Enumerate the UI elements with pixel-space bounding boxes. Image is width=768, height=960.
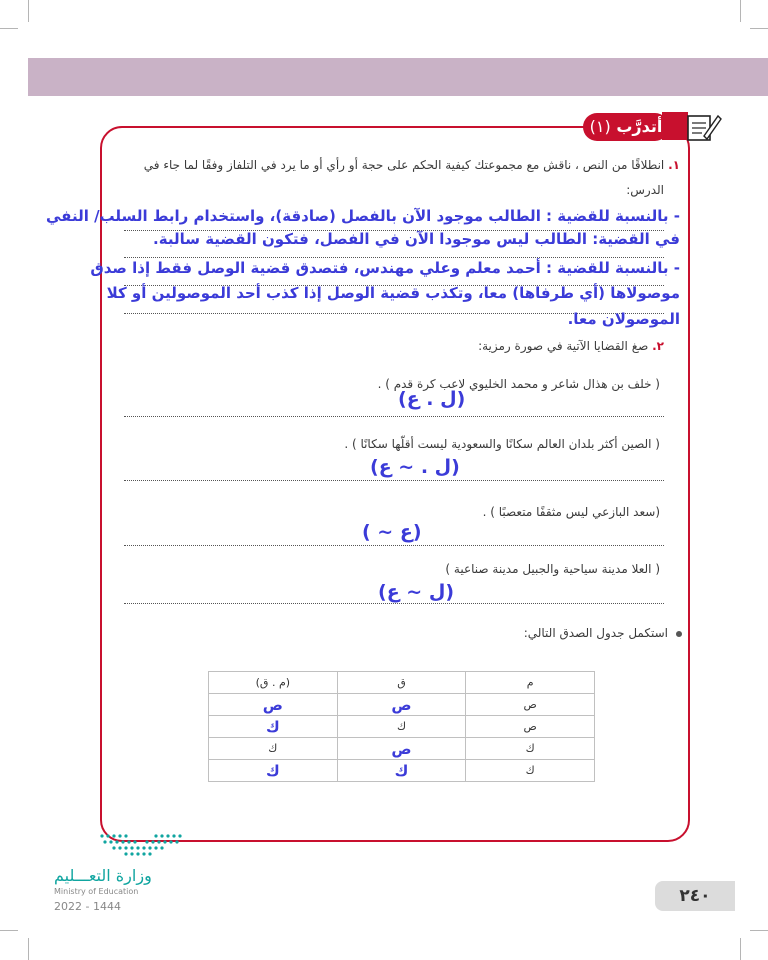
table-header-m: م bbox=[466, 672, 595, 694]
q1-prompt-line1 bbox=[144, 158, 680, 172]
q2-statement-1: ( خلف بن هذال شاعر و محمد الخليوي لاعب كرة قدم ) . bbox=[377, 377, 660, 391]
answer-line bbox=[124, 480, 664, 481]
crop-mark bbox=[28, 0, 29, 22]
crop-mark bbox=[740, 0, 741, 22]
table-header-q: ق bbox=[337, 672, 466, 694]
table-cell: ك bbox=[209, 738, 338, 760]
crop-mark bbox=[750, 930, 768, 931]
table-cell-answer: ص bbox=[209, 694, 338, 716]
table-cell: ك bbox=[466, 760, 595, 782]
exercise-tab bbox=[583, 113, 669, 141]
q1-number: ١. bbox=[668, 158, 680, 172]
q2-statement-4: ( العلا مدينة سياحية والجبيل مدينة صناعية ) bbox=[445, 562, 660, 576]
table-cell: ص bbox=[466, 694, 595, 716]
q2-statement-2: ( الصين أكثر بلدان العالم سكانًا والسعودية ليست أقلّها سكانًا ) . bbox=[344, 437, 660, 451]
q2-answer-3: ( ~ ع) bbox=[362, 521, 422, 543]
ministry-name-en: Ministry of Education bbox=[54, 887, 139, 896]
truth-table bbox=[208, 671, 595, 782]
q1-answer-line-5: الموصولان معا. bbox=[567, 310, 680, 328]
q3-prompt: استكمل جدول الصدق التالي: bbox=[523, 626, 668, 640]
crop-mark bbox=[0, 930, 18, 931]
table-cell-answer: ك bbox=[209, 760, 338, 782]
table-row bbox=[209, 694, 595, 716]
edition-year: 2022 - 1444 bbox=[54, 900, 121, 913]
exercise-tab-title: أتدرَّب bbox=[616, 117, 663, 136]
q1-prompt-text: انطلاقًا من النص ، ناقش مع مجموعتك كيفية الحكم على حجة أو رأي أو ما يرد في التلفاز وفقًا لما جاء في bbox=[143, 158, 665, 172]
q1-prompt-line2: الدرس: bbox=[626, 183, 664, 197]
table-header-mq: (م . ق) bbox=[209, 672, 338, 694]
crop-mark bbox=[28, 938, 29, 960]
q1-answer-line-3: - بالنسبة للقضية : أحمد معلم وعلي مهندس، فتصدق قضية الوصل فقط إذا صدق bbox=[90, 259, 680, 277]
q1-answer-line-4: موصولاها (أي طرفاها) معا، وتكذب قضية الوصل إذا كذب أحد الموصولين أو كلا bbox=[106, 284, 680, 302]
exercise-tab-number: (١) bbox=[589, 117, 611, 136]
table-row bbox=[209, 738, 595, 760]
table-cell-answer: ك bbox=[209, 716, 338, 738]
table-cell: ص bbox=[466, 716, 595, 738]
table-cell-answer: ص bbox=[337, 738, 466, 760]
header-band bbox=[28, 58, 768, 96]
ministry-logo-icon bbox=[96, 830, 186, 860]
crop-mark bbox=[740, 938, 741, 960]
answer-line bbox=[124, 603, 664, 604]
crop-mark bbox=[0, 28, 18, 29]
q2-answer-4: (ل ~ ع) bbox=[378, 581, 454, 603]
q2-answer-1: (ل . ع) bbox=[398, 388, 466, 410]
table-cell: ك bbox=[337, 716, 466, 738]
crop-mark bbox=[750, 28, 768, 29]
table-header-row bbox=[209, 672, 595, 694]
table-cell: ك bbox=[466, 738, 595, 760]
pencil-notebook-icon bbox=[682, 110, 722, 144]
q1-answer-line-2: في القضية: الطالب ليس موجودا الآن في الفصل، فتكون القضية سالبة. bbox=[153, 230, 680, 248]
q2-number: ٢. bbox=[652, 339, 664, 353]
q2-answer-2: (ل . ~ ع) bbox=[370, 456, 460, 478]
answer-line bbox=[124, 545, 664, 546]
table-row bbox=[209, 760, 595, 782]
table-cell-answer: ك bbox=[337, 760, 466, 782]
bullet-icon bbox=[676, 631, 682, 637]
q2-statement-3: (سعد البازعي ليس مثقفًا متعصبًا ) . bbox=[482, 505, 660, 519]
ministry-name-ar: وزارة التعـــليم bbox=[54, 866, 152, 885]
answer-line bbox=[124, 257, 664, 258]
q1-answer-line-1: - بالنسبة للقضية : الطالب موجود الآن بالفصل (صادقة)، واستخدام رابط السلب/ النفي bbox=[45, 207, 680, 225]
q2-prompt: ٢. صغ القضايا الآتية في صورة رمزية: bbox=[478, 339, 664, 353]
table-cell-answer: ص bbox=[337, 694, 466, 716]
page-number: ٢٤٠ bbox=[655, 881, 735, 911]
table-row bbox=[209, 716, 595, 738]
answer-line bbox=[124, 416, 664, 417]
